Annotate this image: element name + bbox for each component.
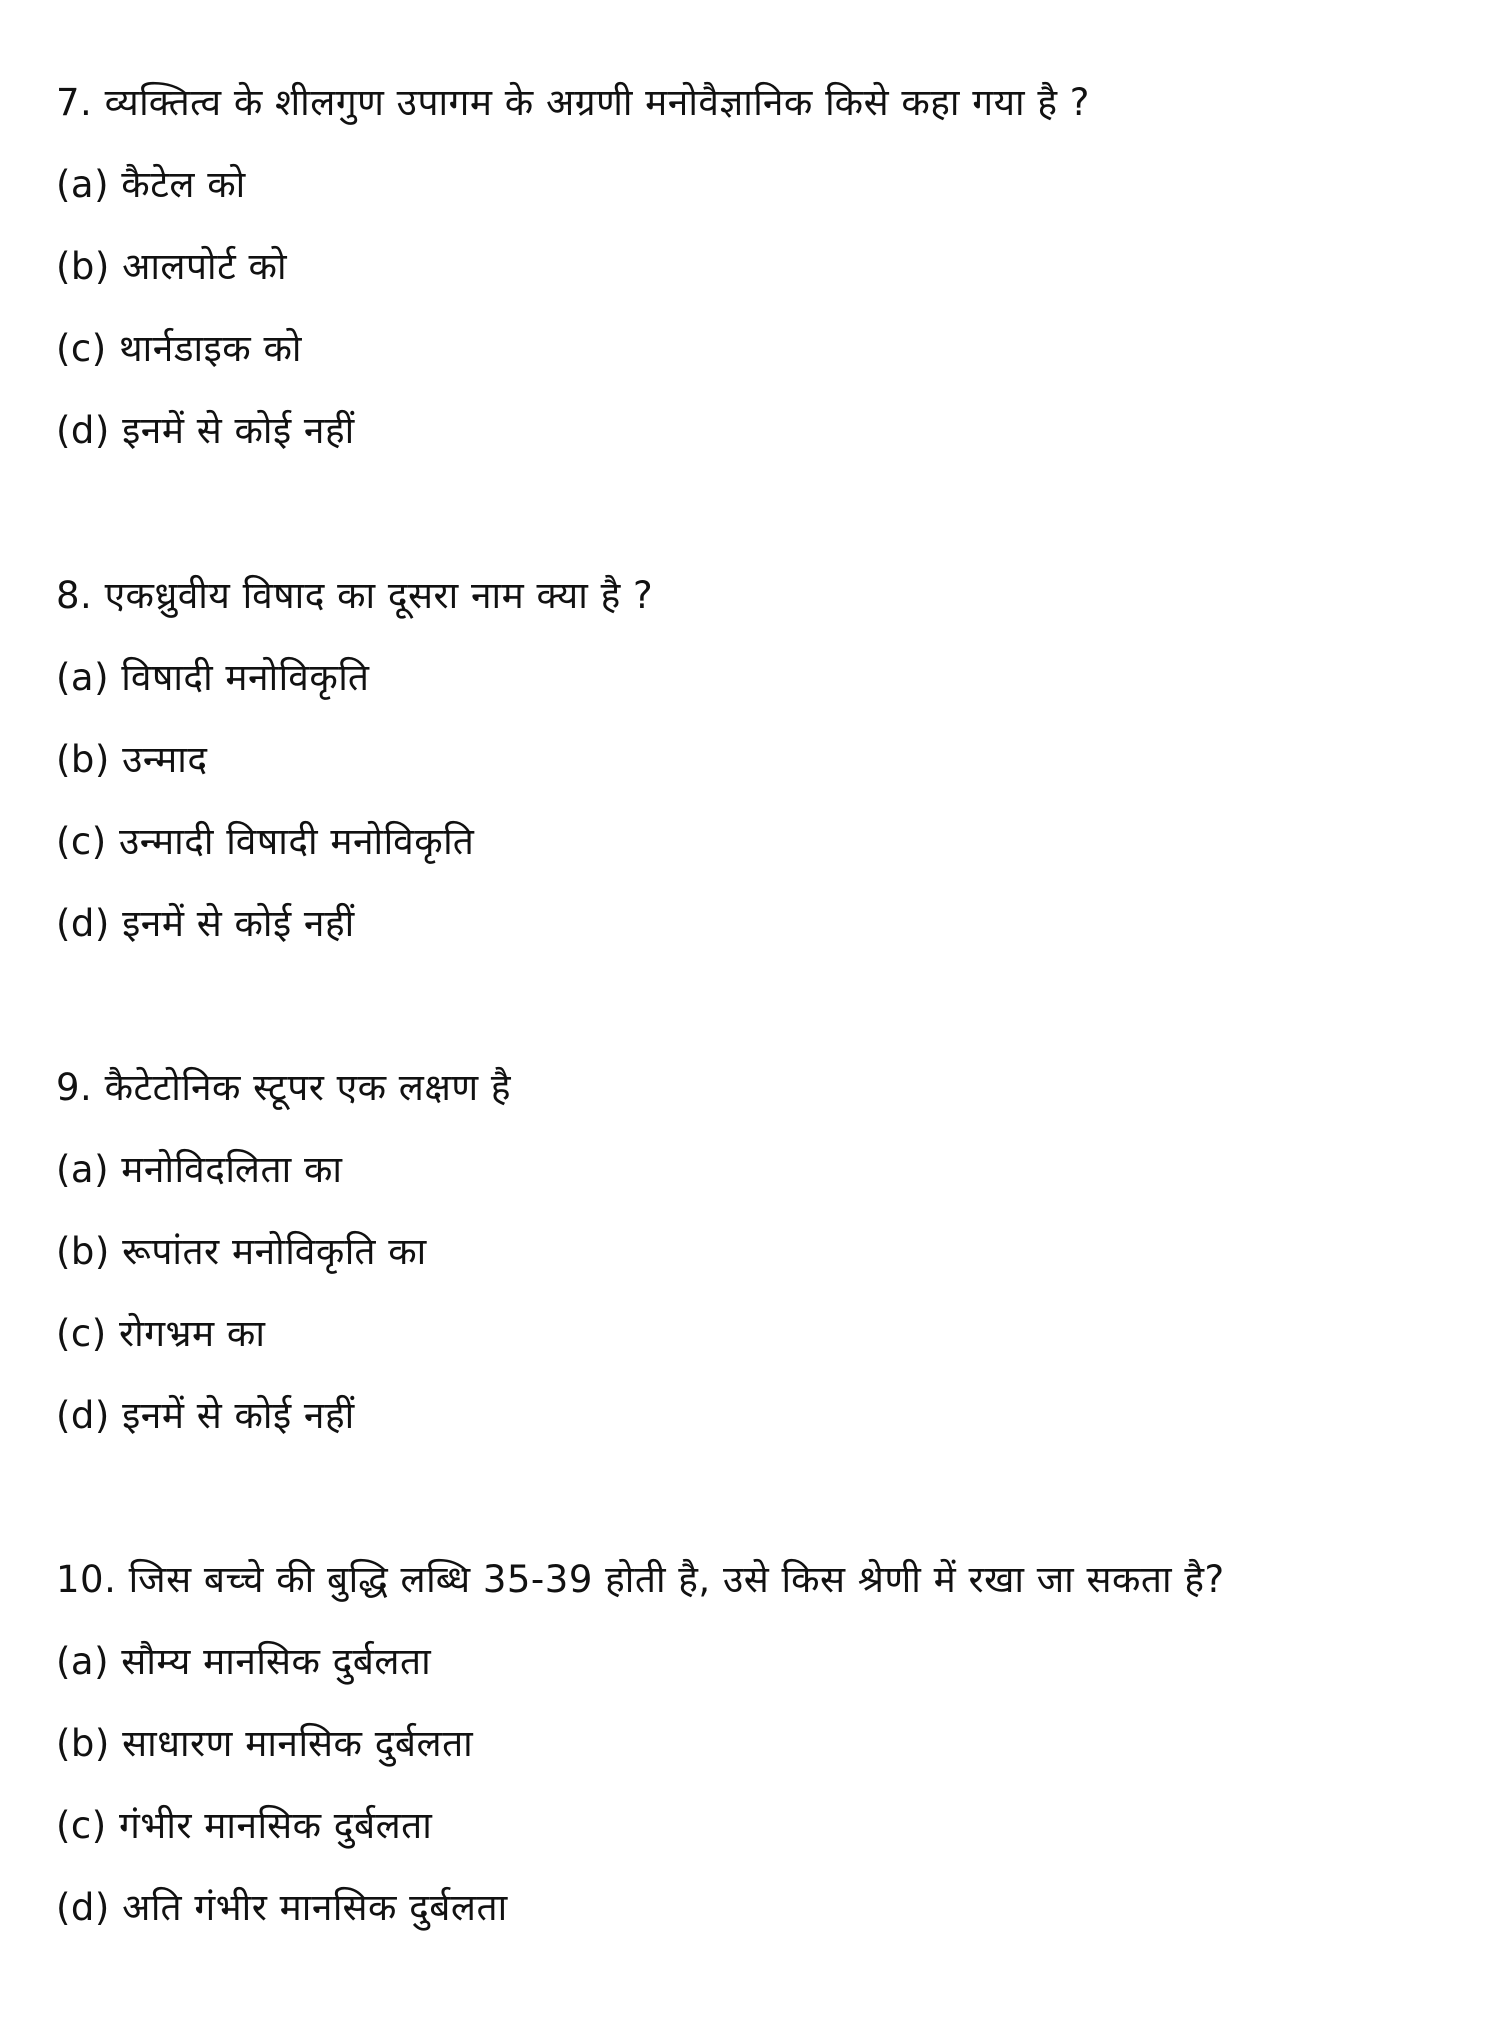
question-text: 8. एकध्रुवीय विषाद का दूसरा नाम क्या है ? <box>56 574 654 617</box>
option-a: (a) कैटेल को <box>56 163 246 206</box>
question-10 <box>56 1539 1476 1949</box>
question-7 <box>56 62 1476 472</box>
option-a: (a) सौम्य मानसिक दुर्बलता <box>56 1640 432 1683</box>
option-a: (a) विषादी मनोविकृति <box>56 656 370 699</box>
option-c: (c) थार्नडाइक को <box>56 327 302 370</box>
option-c: (c) रोगभ्रम का <box>56 1312 266 1355</box>
option-b: (b) उन्माद <box>56 738 208 781</box>
option-a: (a) मनोविदलिता का <box>56 1148 343 1191</box>
option-d: (d) इनमें से कोई नहीं <box>56 902 355 945</box>
option-b: (b) आलपोर्ट को <box>56 245 288 288</box>
option-c: (c) उन्मादी विषादी मनोविकृति <box>56 820 475 863</box>
question-text: 7. व्यक्तित्व के शीलगुण उपागम के अग्रणी मनोवैज्ञानिक किसे कहा गया है ? <box>56 81 1090 124</box>
question-8 <box>56 555 1476 965</box>
option-d: (d) इनमें से कोई नहीं <box>56 1394 355 1437</box>
question-text: 9. कैटेटोनिक स्टूपर एक लक्षण है <box>56 1066 512 1109</box>
question-9 <box>56 1047 1476 1457</box>
option-b: (b) साधारण मानसिक दुर्बलता <box>56 1722 474 1765</box>
option-c: (c) गंभीर मानसिक दुर्बलता <box>56 1804 433 1847</box>
question-text: 10. जिस बच्चे की बुद्धि लब्धि 35-39 होती है, उसे किस श्रेणी में रखा जा सकता है? <box>56 1558 1225 1601</box>
option-b: (b) रूपांतर मनोविकृति का <box>56 1230 427 1273</box>
option-d: (d) अति गंभीर मानसिक दुर्बलता <box>56 1886 508 1929</box>
option-d: (d) इनमें से कोई नहीं <box>56 409 355 452</box>
